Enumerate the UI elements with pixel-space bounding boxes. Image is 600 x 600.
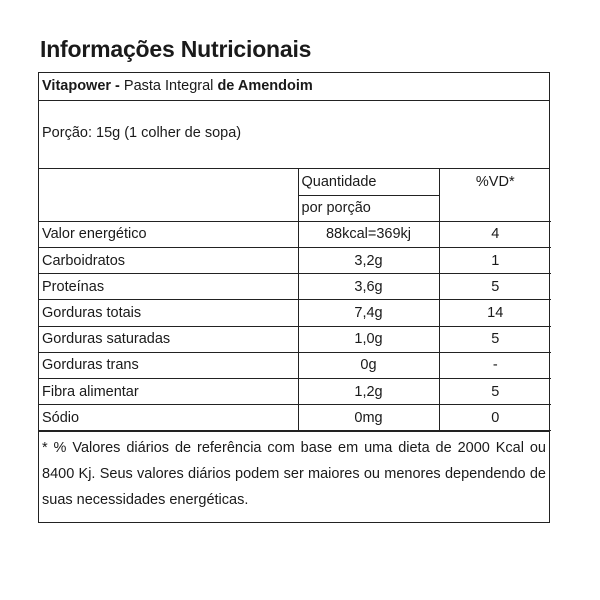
nutrient-quantity: 1,2g xyxy=(298,379,439,405)
product-name-regular: Pasta Integral xyxy=(123,78,214,94)
nutrient-name: Gorduras trans xyxy=(39,352,298,378)
table-row xyxy=(39,352,551,378)
nutrient-quantity: 0mg xyxy=(298,405,439,431)
nutrient-vd: 5 xyxy=(439,326,551,352)
nutrient-name: Gorduras totais xyxy=(39,300,298,326)
table-row xyxy=(39,274,551,300)
header-empty-cell xyxy=(39,169,298,195)
product-name-row xyxy=(39,73,549,101)
portion-row xyxy=(39,101,549,169)
nutrient-vd: 14 xyxy=(439,300,551,326)
product-name-bold: de Amendoim xyxy=(217,78,313,94)
header-vd-empty xyxy=(439,195,551,221)
header-empty-cell-2 xyxy=(39,195,298,221)
table-header-row xyxy=(39,169,551,195)
table-row xyxy=(39,248,551,274)
nutrient-quantity: 3,6g xyxy=(298,274,439,300)
nutrient-quantity: 1,0g xyxy=(298,326,439,352)
nutrient-vd: 0 xyxy=(439,405,551,431)
nutrient-name: Valor energético xyxy=(39,221,298,247)
nutrition-table xyxy=(39,169,551,431)
nutrient-vd: 4 xyxy=(439,221,551,247)
header-quantity-line1: Quantidade xyxy=(298,169,439,195)
nutrient-vd: 5 xyxy=(439,379,551,405)
table-row xyxy=(39,300,551,326)
header-vd: %VD* xyxy=(439,169,551,195)
table-row xyxy=(39,326,551,352)
table-row xyxy=(39,405,551,431)
table-row xyxy=(39,379,551,405)
nutrient-name: Gorduras saturadas xyxy=(39,326,298,352)
nutrient-name: Fibra alimentar xyxy=(39,379,298,405)
brand-name: Vitapower - xyxy=(42,78,120,94)
nutrient-name: Carboidratos xyxy=(39,248,298,274)
portion-text: Porção: 15g (1 colher de sopa) xyxy=(42,125,242,141)
nutrient-vd: 5 xyxy=(439,274,551,300)
header-quantity-line2: por porção xyxy=(298,195,439,221)
nutrient-quantity: 7,4g xyxy=(298,300,439,326)
nutrient-vd: - xyxy=(439,352,551,378)
nutrient-quantity: 3,2g xyxy=(298,248,439,274)
nutrient-name: Proteínas xyxy=(39,274,298,300)
nutrition-label xyxy=(38,72,550,523)
nutrient-vd: 1 xyxy=(439,248,551,274)
table-row xyxy=(39,221,551,247)
table-header-row-2 xyxy=(39,195,551,221)
nutrient-quantity: 0g xyxy=(298,352,439,378)
footnote: * % Valores diários de referência com base em uma dieta de 2000 Kcal ou 8400 Kj. Seus valores diários podem ser maiores ou menores dependendo de suas necessidades energéticas. xyxy=(39,431,549,513)
nutrient-name: Sódio xyxy=(39,405,298,431)
nutrient-quantity: 88kcal=369kj xyxy=(298,221,439,247)
page-title: Informações Nutricionais xyxy=(40,36,312,62)
